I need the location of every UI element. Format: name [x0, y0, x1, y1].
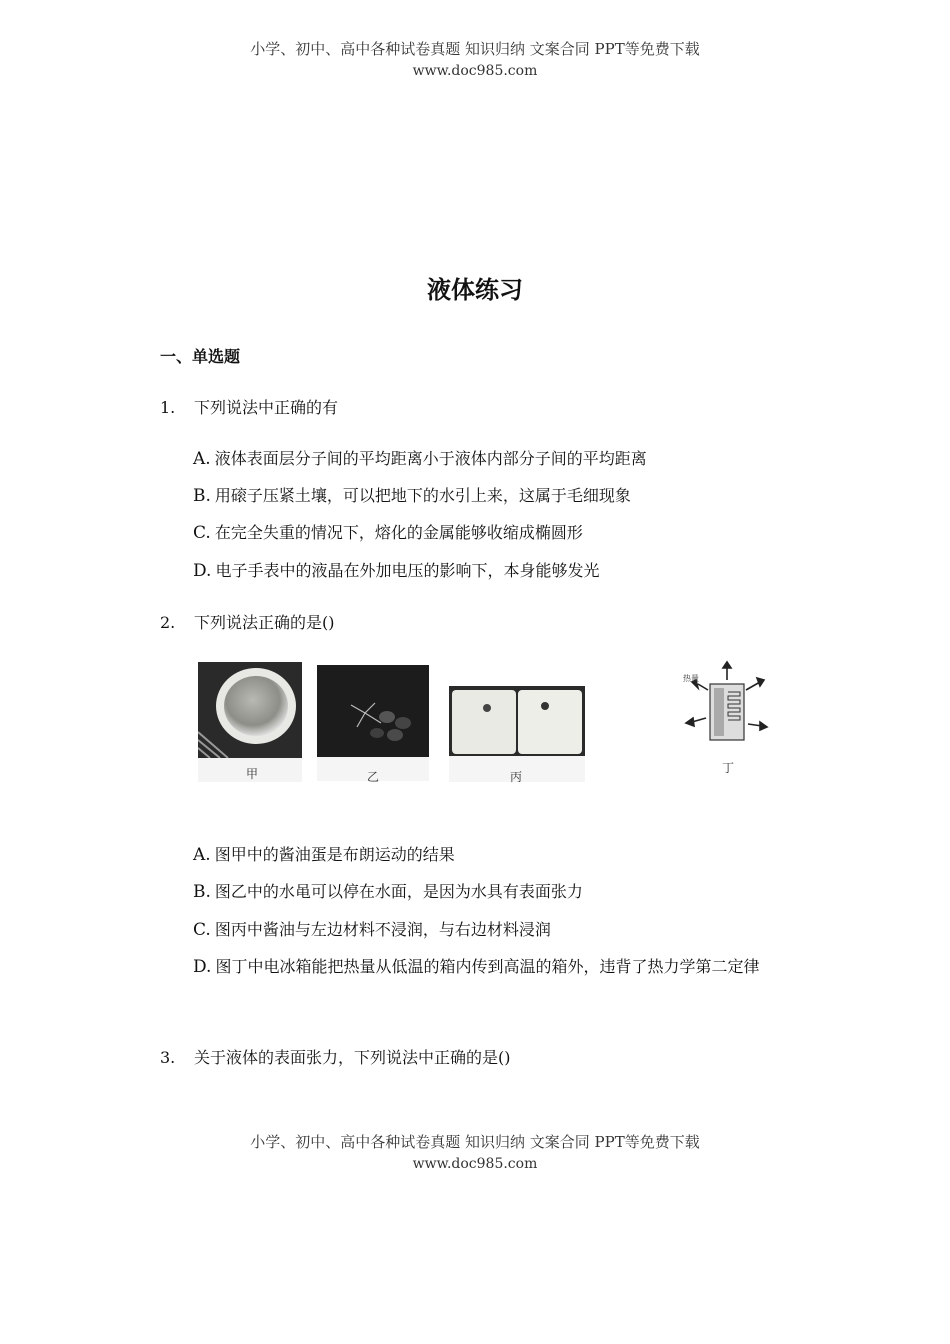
- section-heading: 一、单选题: [160, 347, 241, 366]
- q1-option-d: D. 电子手表中的液晶在外加电压的影响下，本身能够发光: [193, 561, 600, 581]
- q2-option-c: C. 图丙中酱油与左边材料不浸润，与右边材料浸润: [193, 920, 551, 940]
- q1-option-a: A. 液体表面层分子间的平均距离小于液体内部分子间的平均距离: [193, 449, 647, 469]
- footer-line1: 小学、初中、高中各种试卷真题 知识归纳 文案合同 PPT等免费下载: [250, 1133, 700, 1151]
- heat-label: 热量: [683, 674, 699, 683]
- page-footer: [0, 1131, 950, 1175]
- question-stem: 下列说法中正确的有: [194, 398, 339, 417]
- figure-caption-bing: 丙: [510, 770, 523, 784]
- question-number: 2.: [160, 613, 176, 632]
- q1-option-c: C. 在完全失重的情况下，熔化的金属能够收缩成椭圆形: [193, 523, 583, 543]
- page-title: 液体练习: [427, 275, 523, 304]
- question-number: 1.: [160, 398, 176, 417]
- q2-option-d: D. 图丁中电冰箱能把热量从低温的箱内传到高温的箱外，违背了热力学第二定律: [193, 957, 760, 977]
- question-stem: 关于液体的表面张力，下列说法中正确的是(): [194, 1048, 511, 1067]
- figure-jia-egg: [198, 662, 302, 782]
- q2-option-b: B. 图乙中的水黾可以停在水面，是因为水具有表面张力: [193, 882, 583, 902]
- figure-caption-yi: 乙: [367, 770, 380, 784]
- figure-yi-water-strider: [317, 665, 429, 781]
- footer-url: www.doc985.com: [412, 1156, 538, 1172]
- question-3: [160, 1045, 511, 1068]
- figure-caption-jia: 甲: [246, 767, 259, 781]
- question-number: 3.: [160, 1048, 176, 1067]
- header-line1: 小学、初中、高中各种试卷真题 知识归纳 文案合同 PPT等免费下载: [250, 40, 700, 58]
- question-1: [160, 395, 338, 418]
- question-stem: 下列说法正确的是(): [194, 613, 335, 632]
- question-2: [160, 610, 335, 633]
- page-header: [0, 38, 950, 82]
- q2-option-a: A. 图甲中的酱油蛋是布朗运动的结果: [193, 845, 455, 865]
- figure-caption-ding: 丁: [722, 761, 735, 775]
- q1-option-b: B. 用磙子压紧土壤，可以把地下的水引上来，这属于毛细现象: [193, 486, 631, 506]
- header-url: www.doc985.com: [412, 63, 538, 79]
